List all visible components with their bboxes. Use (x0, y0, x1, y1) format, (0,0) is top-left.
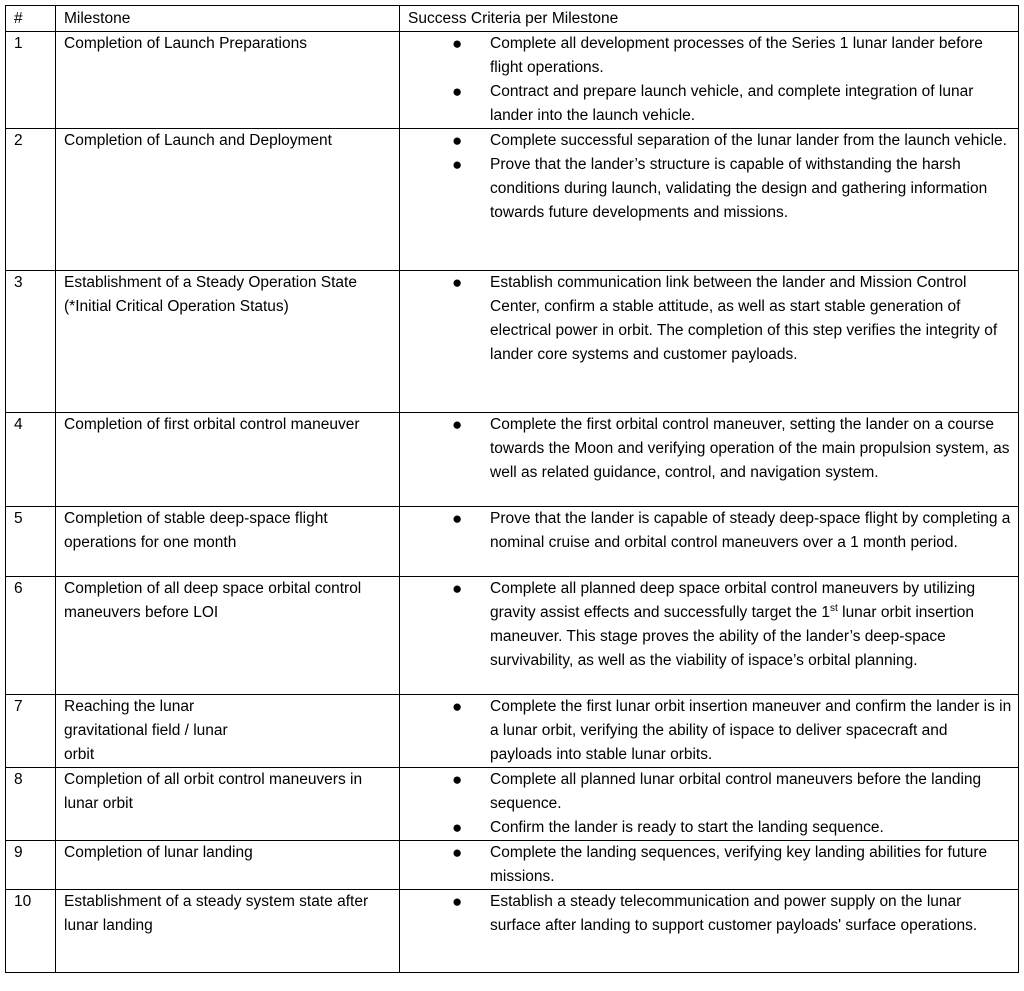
milestone-name: Completion of Launch Preparations (56, 32, 400, 129)
table-row (6, 32, 1019, 129)
bullet-icon: ● (452, 273, 463, 292)
bullet-icon: ● (452, 818, 463, 837)
criteria-text: Complete all planned lunar orbital control maneuvers before the landing sequence. (490, 771, 982, 812)
milestone-name: Completion of lunar landing (56, 841, 400, 890)
bullet-icon: ● (452, 82, 463, 101)
table-row (6, 507, 1019, 577)
criteria-list (408, 768, 1012, 840)
criteria-list (408, 841, 1012, 889)
table-row (6, 890, 1019, 973)
criteria-text: Complete all development processes of the Series 1 lunar lander before flight operations. (490, 35, 983, 76)
bullet-icon: ● (452, 697, 463, 716)
bullet-icon: ● (452, 892, 463, 911)
milestone-name: Completion of stable deep-space flight operations for one month (56, 507, 400, 577)
list-item (408, 841, 1012, 889)
success-criteria-cell (400, 768, 1019, 841)
success-criteria-cell (400, 271, 1019, 413)
bullet-icon: ● (452, 579, 463, 598)
milestone-number: 4 (6, 413, 56, 507)
milestone-number: 8 (6, 768, 56, 841)
bullet-icon: ● (452, 131, 463, 150)
milestone-number: 2 (6, 129, 56, 271)
bullet-icon: ● (452, 509, 463, 528)
criteria-text: Contract and prepare launch vehicle, and complete integration of lunar lander into the launch vehicle. (490, 83, 974, 124)
milestone-number: 6 (6, 577, 56, 695)
criteria-list (408, 271, 1012, 367)
success-criteria-cell (400, 841, 1019, 890)
milestone-name: Completion of Launch and Deployment (56, 129, 400, 271)
milestone-number: 3 (6, 271, 56, 413)
list-item (408, 153, 1012, 225)
milestone-number: 10 (6, 890, 56, 973)
criteria-text: Confirm the lander is ready to start the landing sequence. (490, 819, 884, 836)
header-number: # (6, 6, 56, 32)
list-item (408, 32, 1012, 80)
list-item (408, 271, 1012, 367)
criteria-list (408, 32, 1012, 128)
criteria-text: Complete all planned deep space orbital control maneuvers by utilizing gravity assist effects and successfully target the 1st lunar orbit insertion maneuver. This stage proves the ability of the lander’s deep-space survivability, as well as the viability of ispace’s orbital planning. (490, 580, 976, 669)
criteria-text: Prove that the lander is capable of steady deep-space flight by completing a nominal cruise and orbital control maneuvers over a 1 month period. (490, 510, 1011, 551)
criteria-text: Establish a steady telecommunication and power supply on the lunar surface after landing to support customer payloads' surface operations. (490, 893, 978, 934)
criteria-text: Complete successful separation of the lunar lander from the launch vehicle. (490, 132, 1007, 149)
criteria-text: Complete the first orbital control maneuver, setting the lander on a course towards the Moon and verifying operation of the main propulsion system, as well as related guidance, control, and navigation system. (490, 416, 1010, 481)
success-criteria-cell (400, 507, 1019, 577)
header-milestone: Milestone (56, 6, 400, 32)
criteria-list (408, 695, 1012, 767)
milestone-name: Reaching the lunar gravitational field / lunar orbit (56, 695, 400, 768)
criteria-text: Complete the landing sequences, verifying key landing abilities for future missions. (490, 844, 988, 885)
bullet-icon: ● (452, 34, 463, 53)
milestone-name: Completion of all orbit control maneuvers in lunar orbit (56, 768, 400, 841)
criteria-text: Establish communication link between the lander and Mission Control Center, confirm a stable attitude, as well as start stable generation of electrical power in orbit. The completion of this step verifies the integrity of lander core systems and customer payloads. (490, 274, 998, 363)
criteria-list (408, 129, 1012, 225)
criteria-list (408, 413, 1012, 485)
bullet-icon: ● (452, 155, 463, 174)
header-success-criteria: Success Criteria per Milestone (400, 6, 1019, 32)
criteria-list (408, 577, 1012, 673)
milestone-number: 1 (6, 32, 56, 129)
list-item (408, 768, 1012, 816)
success-criteria-cell (400, 577, 1019, 695)
criteria-list (408, 890, 1012, 938)
list-item (408, 129, 1012, 153)
success-criteria-cell (400, 129, 1019, 271)
criteria-text: Complete the first lunar orbit insertion maneuver and confirm the lander is in a lunar orbit, verifying the ability of ispace to deliver spacecraft and payloads into stable lunar orbits. (490, 698, 1012, 763)
milestone-name: Completion of first orbital control maneuver (56, 413, 400, 507)
success-criteria-cell (400, 695, 1019, 768)
milestone-name: Establishment of a Steady Operation State (*Initial Critical Operation Status) (56, 271, 400, 413)
list-item (408, 80, 1012, 128)
milestone-number: 5 (6, 507, 56, 577)
header-row (6, 6, 1019, 32)
table-row (6, 695, 1019, 768)
milestone-name: Establishment of a steady system state after lunar landing (56, 890, 400, 973)
list-item (408, 695, 1012, 767)
table-row (6, 841, 1019, 890)
milestone-name: Completion of all deep space orbital control maneuvers before LOI (56, 577, 400, 695)
bullet-icon: ● (452, 843, 463, 862)
table-row (6, 129, 1019, 271)
milestone-table (5, 5, 1019, 973)
success-criteria-cell (400, 413, 1019, 507)
table-row (6, 577, 1019, 695)
criteria-text: Prove that the lander’s structure is capable of withstanding the harsh conditions during launch, validating the design and gathering information towards future developments and missions. (490, 156, 988, 221)
criteria-list (408, 507, 1012, 555)
list-item (408, 890, 1012, 938)
list-item (408, 816, 1012, 840)
milestone-number: 7 (6, 695, 56, 768)
success-criteria-cell (400, 890, 1019, 973)
table-row (6, 413, 1019, 507)
bullet-icon: ● (452, 415, 463, 434)
success-criteria-cell (400, 32, 1019, 129)
list-item (408, 577, 1012, 673)
list-item (408, 507, 1012, 555)
list-item (408, 413, 1012, 485)
bullet-icon: ● (452, 770, 463, 789)
milestone-number: 9 (6, 841, 56, 890)
table-row (6, 768, 1019, 841)
table-body (6, 32, 1019, 973)
table-row (6, 271, 1019, 413)
